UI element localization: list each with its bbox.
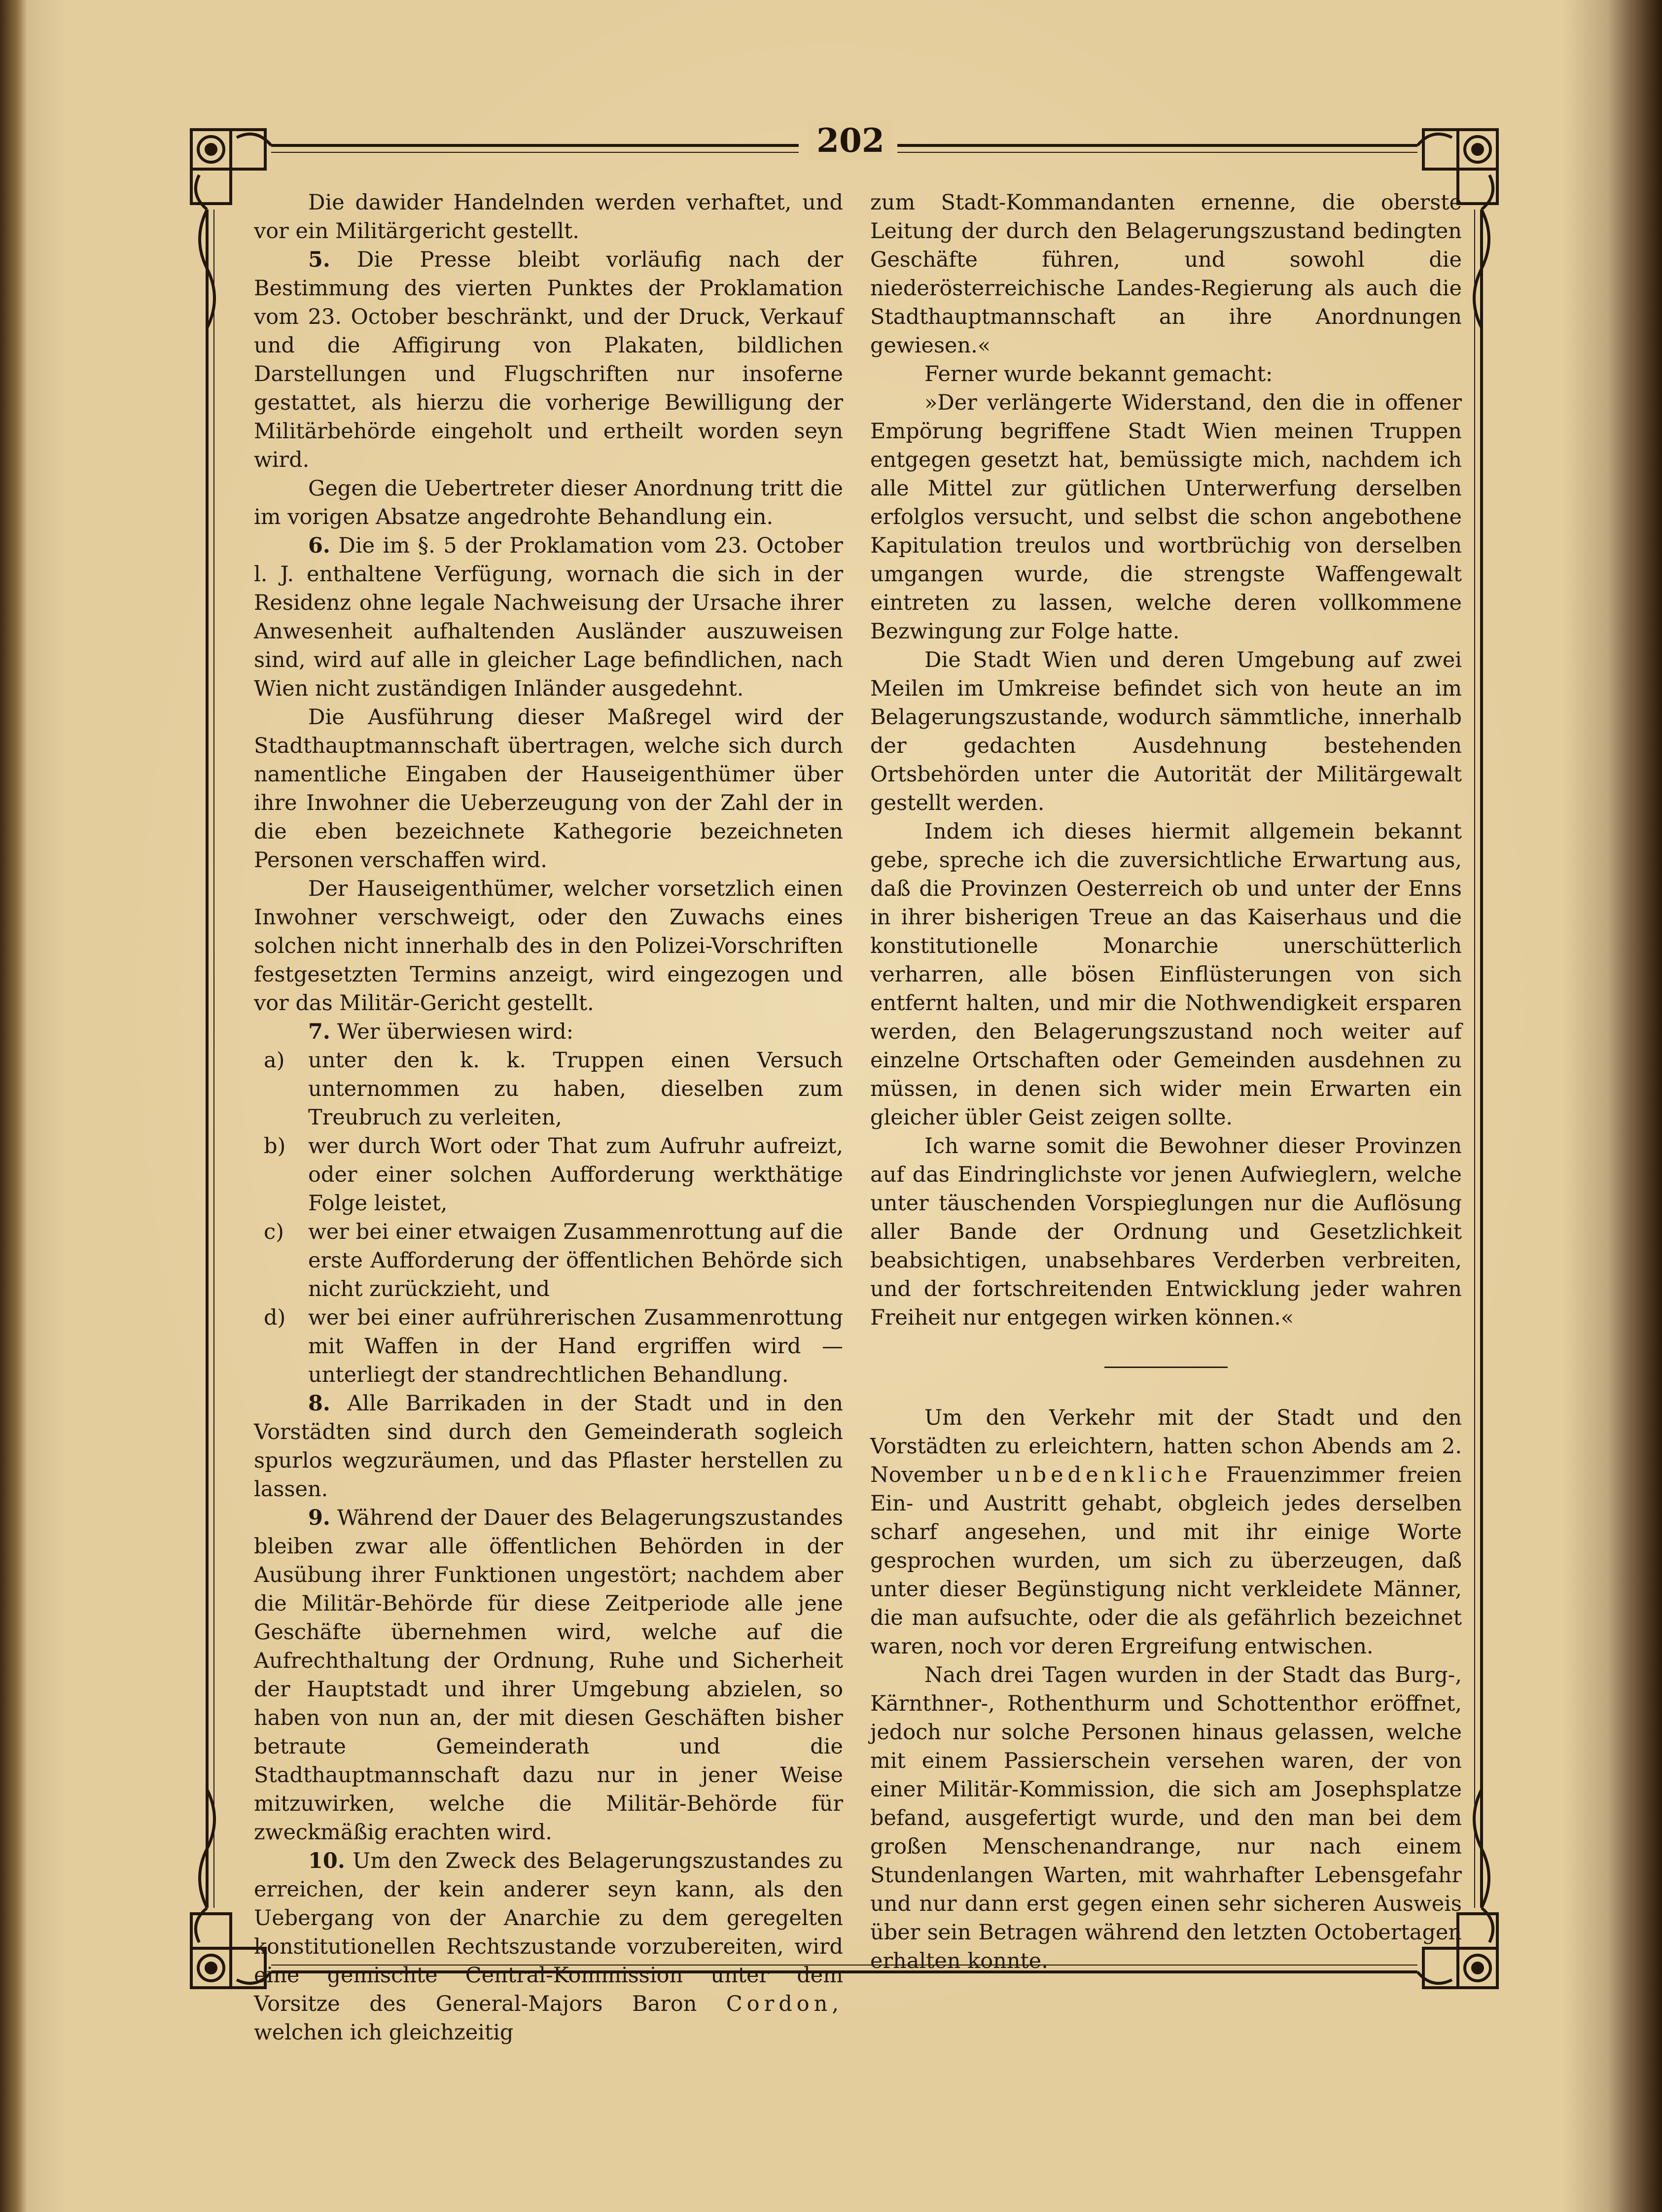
list-marker: d) [264, 1305, 286, 1330]
section-10 [254, 1847, 843, 2047]
spaced-name: Cordon, [726, 1992, 843, 2016]
paragraph: Nach drei Tagen wurden in der Stadt das Burg-, Kärnthner-, Rothenthurm und Schottenthor eröffnet, jedoch nur solche Personen hinaus gelassen, welche mit einem Passierschein versehen waren, der von einer Militär-Kommission, die sich am Josephsplatze befand, ausgefertigt wurde, und den man bei dem großen Menschenandrange, nur nach einem Stundenlangen Warten, mit wahrhafter Lebensgefahr und nur dann erst gegen einen sehr sicheren Ausweis über sein Betragen während den letzten Octobertagen erhalten konnte. [870, 1663, 1462, 1973]
list-marker: a) [264, 1048, 285, 1073]
paragraph-text: Die im §. 5 der Proklamation vom 23. October l. J. enthaltene Verfügung, wornach die sich in der Residenz ohne legale Nachweisung der Ursache ihrer Anwesenheit aufhaltenden Ausländer auszuweisen sind, wird auf alle in gleicher Lage befindlichen, nach Wien nicht zuständigen Inländer ausgedehnt. [254, 533, 843, 701]
section-divider [1104, 1367, 1228, 1368]
section-number: 10. [308, 1849, 345, 1873]
paragraph: Ich warne somit die Bewohner dieser Provinzen auf das Eindringlichste vor jenen Aufwieglern, welche unter täuschenden Vorspieglungen nur die Auflösung aller Bande der Ordnung und Gesetzlichkeit beabsichtigen, unabsehbares Verderben verbreiten, und der fortschreitenden Entwicklung jeder wahren Freiheit nur entgegen wirken können.« [870, 1134, 1462, 1330]
left-column [254, 188, 843, 2047]
paragraph-text: Frauenzimmer freien Ein- und Austritt gehabt, obgleich jedes derselben scharf angesehen, und mit ihr einige Worte gesprochen wurden, um sich zu überzeugen, daß unter dieser Begünstigung nicht verkleidete Männer, die man aufsuchte, oder die als gefährlich bezeichnet waren, noch vor deren Ergreifung entwischen. [870, 1463, 1462, 1659]
section-number: 6. [308, 533, 330, 558]
list-item-text: wer bei einer aufrührerischen Zusammenrottung mit Waffen in der Hand ergriffen wird — unterliegt der standrechtlichen Behandlung. [308, 1305, 843, 1387]
offence-list [254, 1046, 843, 1389]
list-item-text: wer bei einer etwaigen Zusammenrottung auf die erste Aufforderung der öffentlichen Behörde sich nicht zurückzieht, und [308, 1220, 843, 1301]
paragraph [870, 1404, 1462, 1661]
list-marker: b) [264, 1134, 286, 1159]
list-item-text: wer durch Wort oder That zum Aufruhr aufreizt, oder einer solchen Aufforderung werkthätige Folge leistet, [308, 1134, 843, 1216]
list-item [254, 1046, 843, 1132]
section-number: 5. [308, 247, 330, 272]
paragraph: Die dawider Handelnden werden verhaftet, und vor ein Militärgericht gestellt. [254, 190, 843, 244]
paragraph-text: Um den Verkehr mit der Stadt und den Vorstädten zu erleichtern, hatten schon Abends am 2. November [870, 1405, 1462, 1487]
section-9 [254, 1504, 843, 1847]
list-item [254, 1132, 843, 1218]
paragraph: Ferner wurde bekannt gemacht: [924, 362, 1273, 386]
section-number: 8. [308, 1391, 330, 1416]
list-item-text: unter den k. k. Truppen einen Versuch unternommen zu haben, dieselben zum Treubruch zu verleiten, [308, 1048, 843, 1130]
list-item [254, 1218, 843, 1303]
section-number: 7. [308, 1019, 330, 1044]
page-left-edge [0, 0, 27, 2212]
section-7 [254, 1018, 843, 1046]
paragraph-text: Um den Zweck des Belagerungszustandes zu erreichen, der kein anderer seyn kann, als den Uebergang von der Anarchie zu dem geregelten konstitutionellen Rechtszustande vorzubereiten, wird eine gemischte Central-Kommission unter dem Vorsitze des General-Majors Baron [254, 1849, 843, 2016]
page-number: 202 [809, 121, 892, 160]
paragraph: Gegen die Uebertreter dieser Anordnung tritt die im vorigen Absatze angedrohte Behandlung ein. [254, 476, 843, 529]
section-number: 9. [308, 1506, 330, 1530]
section-5 [254, 246, 843, 474]
section-8 [254, 1389, 843, 1504]
spaced-word: unbedenkliche [996, 1463, 1212, 1487]
list-item [254, 1303, 843, 1389]
paragraph: zum Stadt-Kommandanten ernenne, die oberste Leitung der durch den Belagerungszustand bedingten Geschäfte führen, und sowohl die niederösterreichische Landes-Regierung als auch die Stadthauptmannschaft an ihre Anordnungen gewiesen.« [870, 190, 1462, 358]
paragraph: Der Hauseigenthümer, welcher vorsetzlich einen Inwohner verschweigt, oder den Zuwachs eines solchen nicht innerhalb des in den Polizei-Vorschriften festgesetzten Termins anzeigt, wird eingezogen und vor das Militär-Gericht gestellt. [254, 877, 843, 1016]
paragraph: Die Ausführung dieser Maßregel wird der Stadthauptmannschaft übertragen, welche sich durch namentliche Eingaben der Hauseigenthümer über ihre Inwohner die Ueberzeugung von der Zahl der in die eben bezeichnete Kathegorie bezeichneten Personen verschaffen wird. [254, 705, 843, 873]
paragraph-text: Wer überwiesen wird: [337, 1019, 574, 1044]
paragraph-text: Die Presse bleibt vorläufig nach der Bestimmung des vierten Punktes der Proklamation vom 23. October beschränkt, und der Druck, Verkauf und die Affigirung von Plakaten, bildlichen Darstellungen und Flugschriften nur insoferne gestattet, als hierzu die vorherige Bewilligung der Militärbehörde eingeholt und ertheilt worden seyn wird. [254, 247, 843, 472]
right-column [870, 188, 1462, 1975]
section-6 [254, 531, 843, 703]
paragraph: Indem ich dieses hiermit allgemein bekannt gebe, spreche ich die zuversichtliche Erwartung aus, daß die Provinzen Oesterreich ob und unter der Enns in ihrer bisherigen Treue an das Kaiserhaus und die konstitutionelle Monarchie unerschütterlich verharren, alle bösen Einflüsterungen von sich entfernt halten, und mir die Nothwendigkeit ersparen werden, den Belagerungszustand noch weiter auf einzelne Ortschaften oder Gemeinden ausdehnen zu müssen, in denen sich wider mein Erwarten ein gleicher übler Geist zeigen sollte. [870, 819, 1462, 1130]
binding-gutter-shadow [1608, 0, 1662, 2212]
paragraph-text: Während der Dauer des Belagerungszustandes bleiben zwar alle öffentlichen Behörden in der Ausübung ihrer Funktionen ungestört; nachdem aber die Militär-Behörde für diese Zeitperiode alle jene Geschäfte übernehmen wird, welche auf die Aufrechthaltung der Ordnung, Ruhe und Sicherheit der Hauptstadt und ihrer Umgebung abzielen, so haben von nun an, der mit diesen Geschäften bisher betraute Gemeinderath und die Stadthauptmannschaft dazu nur in jener Weise mitzuwirken, welche die Militär-Behörde für zweckmäßig erachten wird. [254, 1506, 844, 1845]
paragraph: Die Stadt Wien und deren Umgebung auf zwei Meilen im Umkreise befindet sich von heute an im Belagerungszustande, wodurch sämmtliche, innerhalb der gedachten Ausdehnung bestehenden Ortsbehörden unter die Autorität der Militärgewalt gestellt werden. [870, 648, 1462, 815]
paragraph-text: welchen ich gleichzeitig [254, 2020, 514, 2045]
paragraph-text: Alle Barrikaden in der Stadt und in den Vorstädten sind durch den Gemeinderath sogleich spurlos wegzuräumen, und das Pflaster herstellen zu lassen. [254, 1391, 843, 1502]
list-marker: c) [264, 1220, 284, 1244]
paragraph: »Der verlängerte Widerstand, den die in offener Empörung begriffene Stadt Wien meinen Truppen entgegen gesetzt hat, bemüssigte mich, nachdem ich alle Mittel zur gütlichen Unterwerfung derselben erfolglos versucht, und selbst die schon angebothene Kapitulation treulos und wortbrüchig von derselben umgangen wurde, die strengste Waffengewalt eintreten zu lassen, welche deren vollkommene Bezwingung zur Folge hatte. [870, 390, 1462, 644]
